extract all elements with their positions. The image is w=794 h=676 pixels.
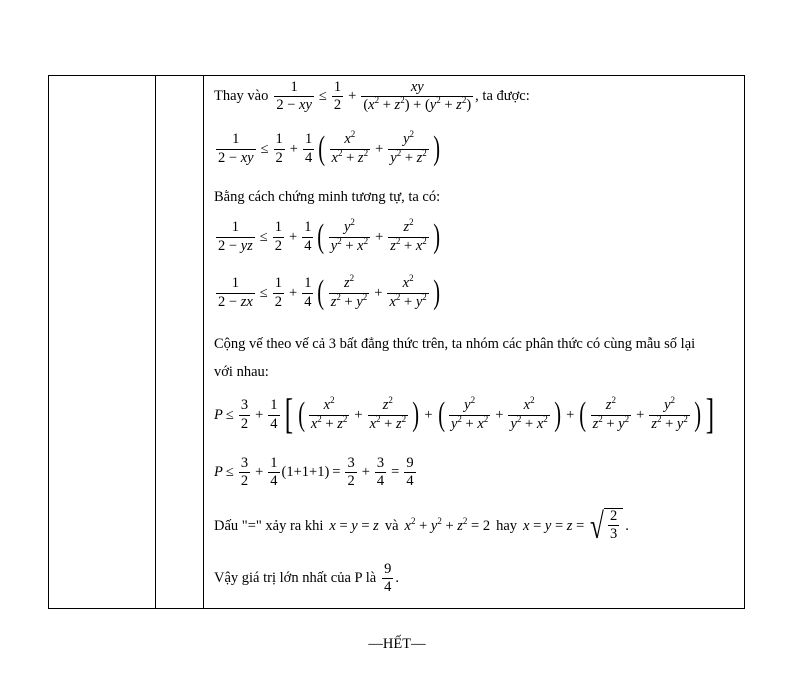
equality-condition: Dấu "=" xảy ra khi x = y = z và $x^2 + y^2 + z^2 = 2$ hay x = y = z = √ $\frac{2}{3}$ . <box>214 506 629 546</box>
column-divider-2 <box>203 76 204 608</box>
end-marker: —HẾT— <box>368 636 426 652</box>
sum-text-1: Cộng vế theo vế cả 3 bất đẳng thức trên, ta nhóm các phân thức có cùng mẫu số lại <box>214 336 696 352</box>
result-inequality: P ≤ $\frac{3}{2}$ + $\frac{1}{4}$ (1+1+1) = $\frac{3}{2}$ + $\frac{3}{4}$ = $\frac{9}{4}$ <box>214 455 414 490</box>
inequality-zx: $\frac{1}{2 - zx}$ ≤ $\frac{1}{2}$ + $\frac{1}{4}$ ( $\frac{z^2}{z^2 + y^2}$ + $\frac{x^2}{x^2 + y^2}$ ) <box>218 273 440 311</box>
inequality-yz: $\frac{1}{2 - yz}$ ≤ $\frac{1}{2}$ + $\frac{1}{4}$ ( $\frac{y^2}{y^2 + x^2}$ + $\frac{z^2}{z^2 + x^2}$ ) <box>218 217 440 255</box>
similar-proof-text: Bằng cách chứng minh tương tự, ta có: <box>214 189 441 205</box>
conclusion: Vậy giá trị lớn nhất của P là $\frac{9}{4}$ . <box>214 561 400 596</box>
solution-cell <box>206 76 744 608</box>
sum-inequality: P ≤ $\frac{3}{2}$ + $\frac{1}{4}$ [ ( $\frac{x^2}{x^2 + z^2}$ + $\frac{z^2}{x^2 + z^2}$ ) + ( $\frac{y^2}{y^2 + x^2}$ + $\frac{x^2}{y^2 + x^2}$ ) + ( $\frac{z^2}{z^2 + y^2}$ + $\frac{y^2}{z^2 + y^2}$ ) ] <box>214 392 715 438</box>
substitution-line: Thay vào $\frac{1}{2 - xy}$ ≤ $\frac{1}{2}$ + $\frac{xy}{(x^2 + z^2) + (y^2 + z^2)}$ , ta được: <box>214 79 530 114</box>
inequality-xy: $\frac{1}{2 - xy}$ ≤ $\frac{1}{2}$ + $\frac{1}{4}$ ( $\frac{x^2}{x^2 + z^2}$ + $\frac{y^2}{y^2 + z^2}$ ) <box>218 129 440 167</box>
sum-text-2: với nhau: <box>214 364 269 380</box>
column-divider-1 <box>155 76 156 608</box>
solution-table <box>48 75 745 609</box>
